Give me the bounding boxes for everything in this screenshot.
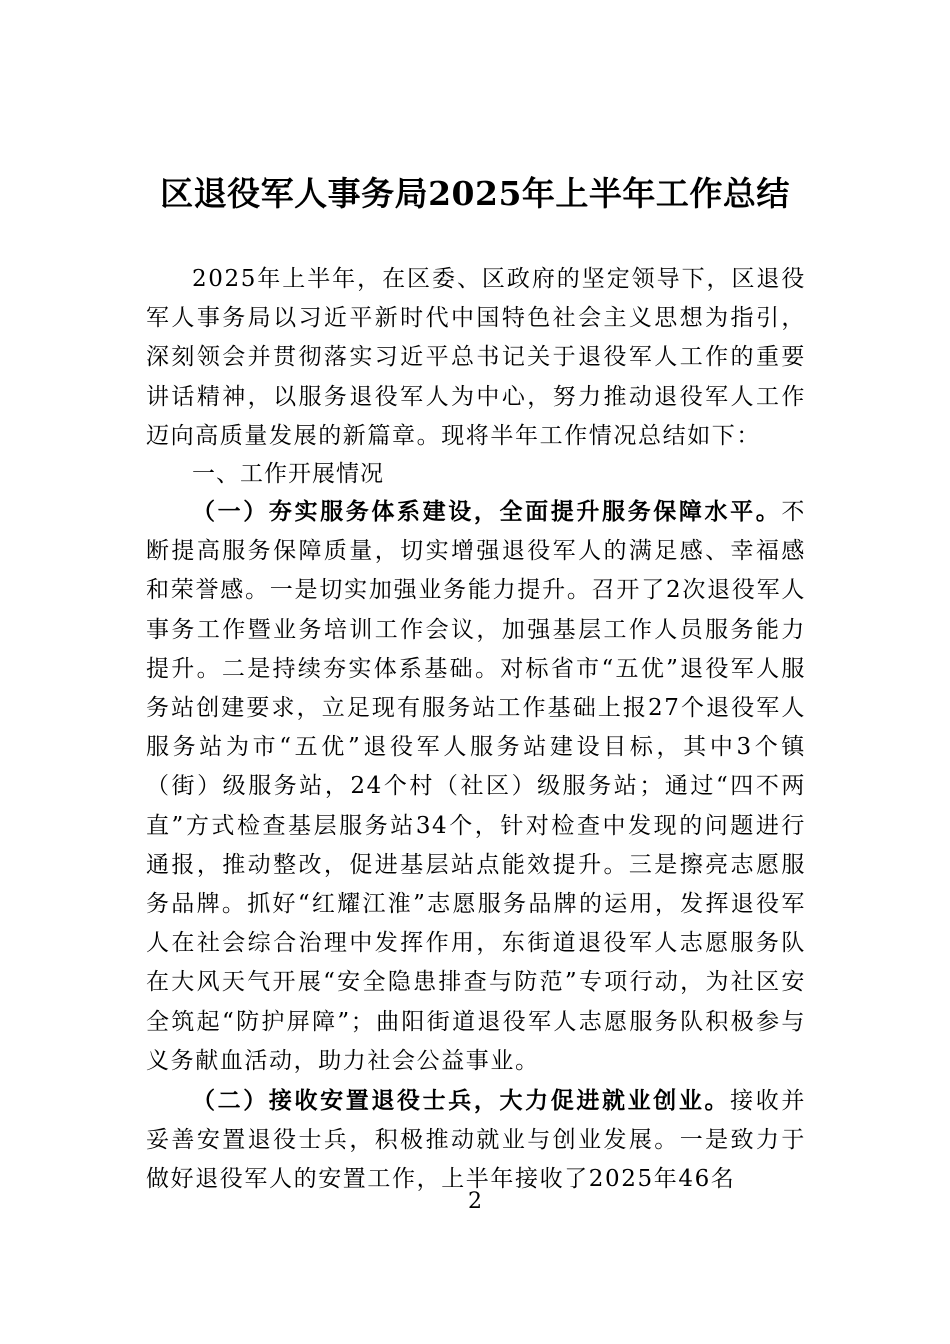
document-title: 区退役军人事务局2025年上半年工作总结 xyxy=(160,174,790,213)
subsection-1-paragraph xyxy=(146,492,806,1081)
subsection-1-body: 不断提高服务保障质量，切实增强退役军人的满足感、幸福感和荣誉感。一是切实加强业务能力提升。召开了2次退役军人事务工作暨业务培训工作会议，加强基层工作人员服务能力提升。二是持续夯实体系基础。对标省市“五优”退役军人服务站创建要求，立足现有服务站工作基础上报27个退役军人服务站为市“五优”退役军人服务站建设目标，其中3个镇（街）级服务站，24个村（社区）级服务站；通过“四不两直”方式检查基层服务站34个，针对检查中发现的问题进行通报，推动整改，促进基层站点能效提升。三是擦亮志愿服务品牌。抓好“红耀江淮”志愿服务品牌的运用，发挥退役军人在社会综合治理中发挥作用，东街道退役军人志愿服务队在大风天气开展“安全隐患排查与防范”专项行动，为社区安全筑起“防护屏障”；曲阳街道退役军人志愿服务队积极参与义务献血活动，助力社会公益事业。 xyxy=(146,499,806,1074)
subsection-2-heading: （二）接收安置退役士兵，大力促进就业创业。 xyxy=(192,1087,731,1115)
subsection-2-body: 接收并妥善安置退役士兵，积极推动就业与创业发展。一是致力于做好退役军人的安置工作，上半年接收了2025年46名 xyxy=(146,1088,806,1193)
section-heading-work-progress: 一、工作开展情况 xyxy=(192,461,384,488)
subsection-1-heading: （一）夯实服务体系建设，全面提升服务保障水平。 xyxy=(192,498,782,526)
page-number: 2 xyxy=(468,1189,482,1214)
document-body xyxy=(146,260,806,1200)
intro-paragraph: 2025年上半年，在区委、区政府的坚定领导下，区退役军人事务局以习近平新时代中国特色社会主义思想为指引，深刻领会并贯彻落实习近平总书记关于退役军人工作的重要讲话精神，以服务退役军人为中心，努力推动退役军人工作迈向高质量发展的新篇章。现将半年工作情况总结如下： xyxy=(146,266,806,449)
subsection-2-paragraph xyxy=(146,1081,806,1200)
